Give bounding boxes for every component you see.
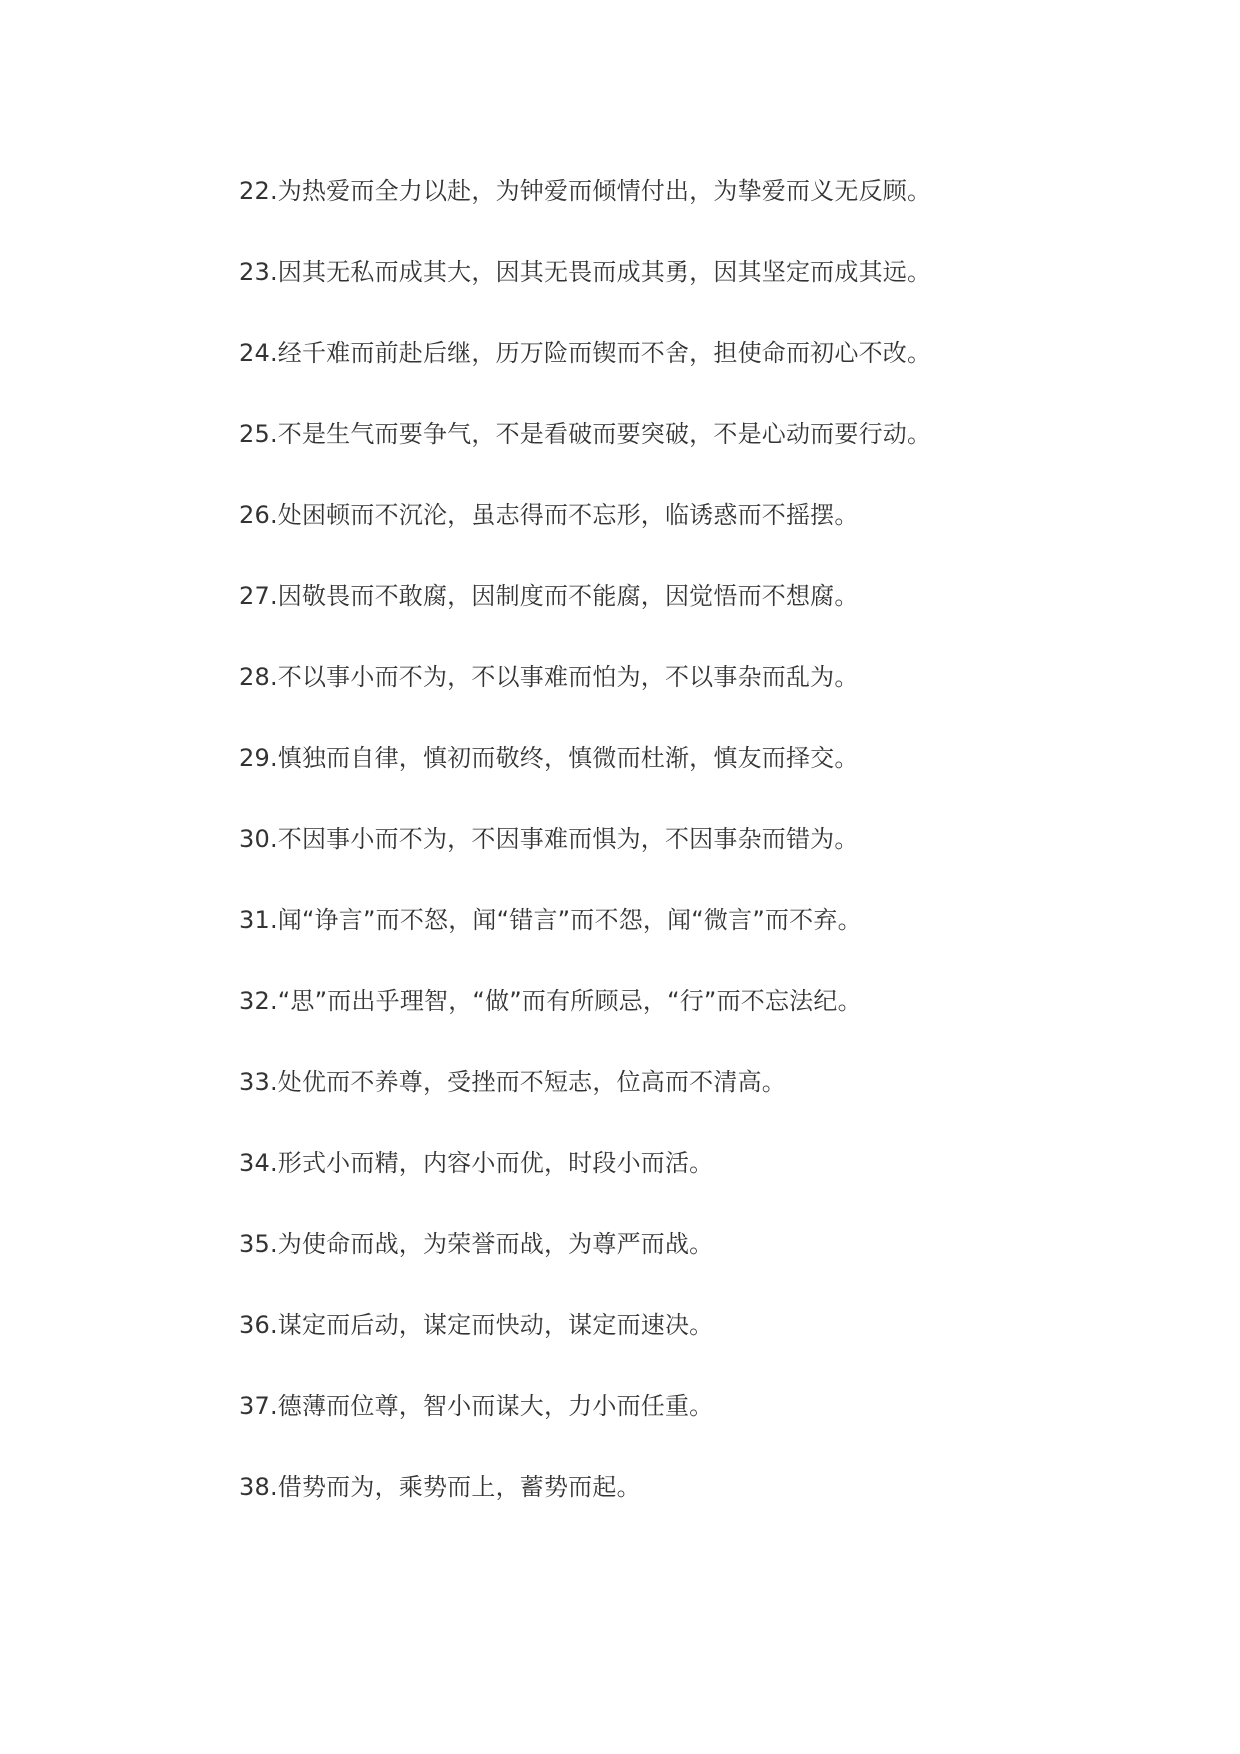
sentence-line: 30.不因事小而不为，不因事难而惧为，不因事杂而错为。 — [239, 825, 859, 853]
sentence-line: 34.形式小而精，内容小而优，时段小而活。 — [239, 1149, 714, 1177]
sentence-line: 33.处优而不养尊，受挫而不短志，位高而不清高。 — [239, 1068, 786, 1096]
sentence-list — [239, 175, 931, 1552]
sentence-line: 29.慎独而自律，慎初而敬终，慎微而杜渐，慎友而择交。 — [239, 744, 859, 772]
sentence-line: 31.闻“诤言”而不怒，闻“错言”而不怨，闻“微言”而不弃。 — [239, 906, 862, 934]
sentence-line: 24.经千难而前赴后继，历万险而锲而不舍，担使命而初心不改。 — [239, 339, 932, 367]
sentence-line: 36.谋定而后动，谋定而快动，谋定而速决。 — [239, 1311, 714, 1339]
sentence-line: 27.因敬畏而不敢腐，因制度而不能腐，因觉悟而不想腐。 — [239, 582, 859, 610]
sentence-line: 32.“思”而出乎理智，“做”而有所顾忌，“行”而不忘法纪。 — [239, 987, 862, 1015]
sentence-line: 22.为热爱而全力以赴，为钟爱而倾情付出，为挚爱而义无反顾。 — [239, 177, 932, 205]
sentence-line: 38.借势而为，乘势而上，蓄势而起。 — [239, 1473, 641, 1501]
sentence-line: 28.不以事小而不为，不以事难而怕为，不以事杂而乱为。 — [239, 663, 859, 691]
sentence-line: 35.为使命而战，为荣誉而战，为尊严而战。 — [239, 1230, 714, 1258]
sentence-line: 23.因其无私而成其大，因其无畏而成其勇，因其坚定而成其远。 — [239, 258, 932, 286]
sentence-line: 25.不是生气而要争气，不是看破而要突破，不是心动而要行动。 — [239, 420, 932, 448]
sentence-line: 26.处困顿而不沉沦，虽志得而不忘形，临诱惑而不摇摆。 — [239, 501, 859, 529]
sentence-line: 37.德薄而位尊，智小而谋大，力小而任重。 — [239, 1392, 714, 1420]
